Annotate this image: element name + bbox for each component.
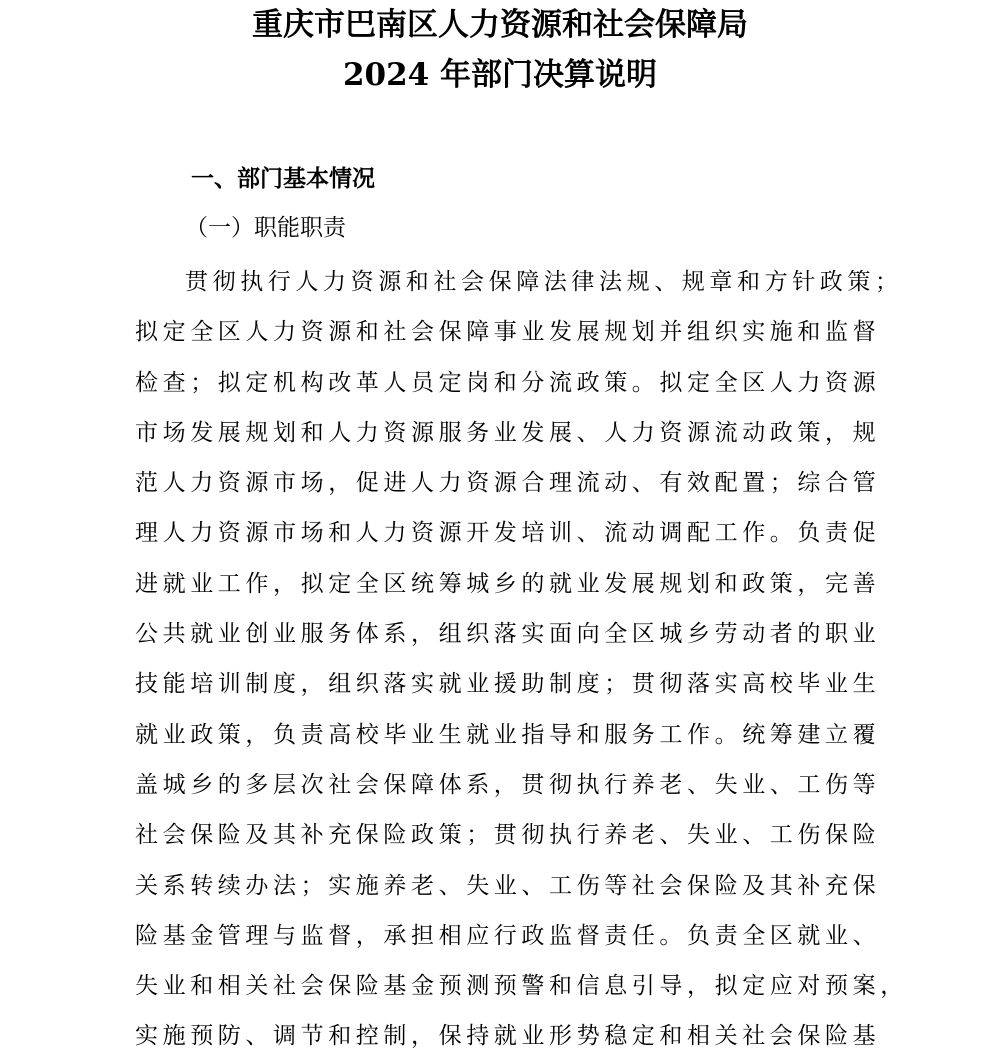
paragraph-line: 进就业工作，拟定全区统筹城乡的就业发展规划和政策，完善 xyxy=(135,570,881,597)
paragraph-line: 公共就业创业服务体系，组织落实面向全区城乡劳动者的职业 xyxy=(135,621,881,648)
paragraph-line: 拟定全区人力资源和社会保障事业发展规划并组织实施和监督 xyxy=(135,319,881,346)
paragraph-line: 实施预防、调节和控制，保持就业形势稳定和相关社会保险基 xyxy=(135,1023,881,1050)
paragraph-line: 盖城乡的多层次社会保障体系，贯彻执行养老、失业、工伤等 xyxy=(135,771,881,798)
paragraph-line: 技能培训制度，组织落实就业援助制度；贯彻落实高校毕业生 xyxy=(135,671,881,698)
paragraph-line: 范人力资源市场，促进人力资源合理流动、有效配置；综合管 xyxy=(135,470,881,497)
paragraph-line: 贯彻执行人力资源和社会保障法律法规、规章和方针政策； xyxy=(185,269,903,295)
paragraph xyxy=(135,257,908,1062)
paragraph-line: 社会保险及其补充保险政策；贯彻执行养老、失业、工伤保险 xyxy=(135,822,881,849)
paragraph-line: 市场发展规划和人力资源服务业发展、人力资源流动政策，规 xyxy=(135,419,881,446)
paragraph-line: 检查；拟定机构改革人员定岗和分流政策。拟定全区人力资源 xyxy=(135,369,881,396)
paragraph-line: 险基金管理与监督，承担相应行政监督责任。负责全区就业、 xyxy=(135,922,881,949)
paragraph-line: 失业和相关社会保险基金预测预警和信息引导，拟定应对预案， xyxy=(135,973,908,1000)
paragraph-line: 理人力资源市场和人力资源开发培训、流动调配工作。负责促 xyxy=(135,520,881,547)
subsection-heading: （一）职能职责 xyxy=(185,215,346,241)
paragraph-line: 就业政策，负责高校毕业生就业指导和服务工作。统筹建立覆 xyxy=(135,721,881,748)
document-title: 重庆市巴南区人力资源和社会保障局 xyxy=(252,7,748,43)
paragraph-line: 关系转续办法；实施养老、失业、工伤等社会保险及其补充保 xyxy=(135,872,881,899)
document-subtitle: 2024 年部门决算说明 xyxy=(342,57,658,93)
section-heading: 一、部门基本情况 xyxy=(191,166,375,192)
